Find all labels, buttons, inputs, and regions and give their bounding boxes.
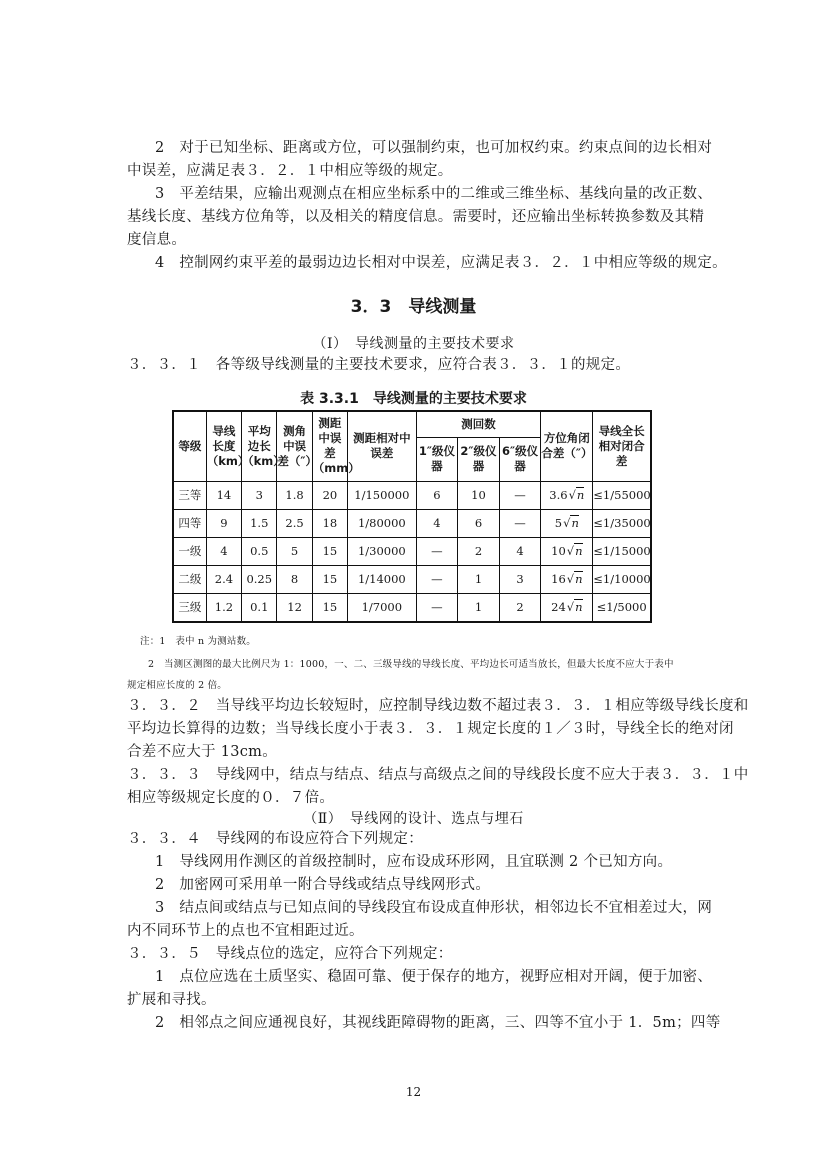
cell-r1: 6 [416, 481, 458, 509]
table-note: 注：1 表中 n 为测站数。 [140, 636, 257, 647]
cell-r6: — [499, 481, 541, 509]
cell-closure: ≤1/10000 [593, 565, 651, 593]
table-row [173, 509, 651, 537]
cell-avg: 1.5 [242, 509, 277, 537]
cell-avg: 0.1 [242, 593, 277, 622]
cell-r2: 1 [458, 593, 500, 622]
cell-grade: 四等 [173, 509, 206, 537]
paragraph-line: ３．３．４ 导线网的布设应符合下列规定： [127, 831, 423, 847]
cell-r1: — [416, 593, 458, 622]
paragraph-line: 相应等级规定长度的０．７倍。 [127, 790, 335, 806]
cell-r1: — [416, 537, 458, 565]
cell-rel: 1/150000 [348, 481, 417, 509]
table-note: 规定相应长度的 2 倍。 [127, 680, 227, 691]
cell-grade: 三等 [173, 481, 206, 509]
azimuth-coefficient: 3.6 [549, 487, 568, 502]
cell-length: 4 [206, 537, 241, 565]
cell-az [541, 537, 593, 565]
paragraph-line: 度信息。 [127, 232, 187, 248]
cell-angle: 2.5 [277, 509, 312, 537]
header-avg-side: 平均边长（km） [242, 411, 277, 481]
cell-avg: 3 [242, 481, 277, 509]
cell-dist: 20 [312, 481, 347, 509]
header-distance-error: 测距中误差（mm） [312, 411, 347, 481]
section-heading: 3．3 导线测量 [350, 297, 477, 317]
cell-closure: ≤1/35000 [593, 509, 651, 537]
header-rounds: 测回数 [416, 411, 541, 437]
sqrt-symbol: √ [566, 599, 575, 614]
azimuth-variable: n [575, 571, 583, 586]
azimuth-variable: n [575, 543, 583, 558]
azimuth-variable: n [576, 487, 585, 502]
sqrt-symbol: √ [568, 487, 576, 502]
table-caption: 表 3.3.1 导线测量的主要技术要求 [300, 391, 527, 407]
paragraph-line: ３．３．２ 当导线平均边长较短时，应控制导线边数不超过表３．３．１相应等级导线长度和 [127, 698, 749, 714]
table-row [173, 481, 651, 509]
paragraph-line: 中误差，应满足表３．２．１中相应等级的规定。 [127, 163, 453, 179]
paragraph-line: 1 导线网用作测区的首级控制时，应布设成环形网，且宜联测 2 个已知方向。 [155, 854, 673, 870]
sqrt-symbol: √ [563, 515, 571, 530]
azimuth-coefficient: 16 [551, 571, 566, 586]
cell-length: 9 [206, 509, 241, 537]
cell-az [541, 593, 593, 622]
cell-az [541, 509, 593, 537]
cell-length: 1.2 [206, 593, 241, 622]
cell-dist: 15 [312, 593, 347, 622]
cell-angle: 12 [277, 593, 312, 622]
header-distance-relative-error: 测距相对中误差 [348, 411, 417, 481]
azimuth-coefficient: 5 [554, 515, 563, 530]
paragraph-line: 2 相邻点之间应通视良好，其视线距障碍物的距离，三、四等不宜小于 1．5m；四等 [155, 1015, 721, 1031]
paragraph-line: 2 对于已知坐标、距离或方位，可以强制约束，也可加权约束。约束点间的边长相对 [155, 140, 713, 156]
cell-r2: 10 [458, 481, 500, 509]
cell-angle: 8 [277, 565, 312, 593]
cell-r2: 2 [458, 537, 500, 565]
table-row [173, 593, 651, 622]
cell-closure: ≤1/55000 [593, 481, 651, 509]
sqrt-symbol: √ [566, 543, 575, 558]
header-instrument-6: 6″级仪器 [499, 437, 541, 481]
table-row [173, 537, 651, 565]
cell-closure: ≤1/15000 [593, 537, 651, 565]
paragraph-line: 基线长度、基线方位角等，以及相关的精度信息。需要时，还应输出坐标转换参数及其精 [127, 209, 705, 225]
cell-rel: 1/7000 [348, 593, 417, 622]
header-angle-error: 测角中误差（″） [277, 411, 312, 481]
cell-dist: 15 [312, 565, 347, 593]
cell-rel: 1/14000 [348, 565, 417, 593]
azimuth-variable: n [571, 515, 579, 530]
header-relative-closure: 导线全长相对闭合差 [593, 411, 651, 481]
sqrt-symbol: √ [566, 571, 575, 586]
paragraph-line: 平均边长算得的边数；当导线长度小于表３．３．１规定长度的１／３时，导线全长的绝对闭 [127, 721, 734, 737]
azimuth-coefficient: 24 [551, 599, 566, 614]
paragraph-line: 2 加密网可采用单一附合导线或结点导线网形式。 [155, 877, 491, 893]
header-instrument-1: 1″级仪器 [416, 437, 458, 481]
cell-az [541, 481, 593, 509]
cell-dist: 15 [312, 537, 347, 565]
cell-grade: 二级 [173, 565, 206, 593]
cell-r6: 4 [499, 537, 541, 565]
azimuth-coefficient: 10 [551, 543, 566, 558]
cell-r2: 6 [458, 509, 500, 537]
paragraph-line: 3 结点间或结点与已知点间的导线段宜布设成直伸形状，相邻边长不宜相差过大，网 [155, 900, 713, 916]
header-length: 导线长度（km） [206, 411, 241, 481]
paragraph-line: 内不同环节上的点也不宜相距过近。 [127, 923, 364, 939]
paragraph-line: 1 点位应选在土质坚实、稳固可靠、便于保存的地方，视野应相对开阔，便于加密、 [155, 969, 713, 985]
cell-r6: — [499, 509, 541, 537]
paragraph-line: 3 平差结果，应输出观测点在相应坐标系中的二维或三维坐标、基线向量的改正数、 [155, 186, 713, 202]
header-azimuth-closure: 方位角闭合差（″） [541, 411, 593, 481]
cell-avg: 0.5 [242, 537, 277, 565]
paragraph-line: 扩展和寻找。 [127, 992, 216, 1008]
clause-3-3-1: ３．３．１ 各等级导线测量的主要技术要求，应符合表３．３．１的规定。 [127, 357, 631, 373]
cell-closure: ≤1/5000 [593, 593, 651, 622]
technical-requirements-table [172, 410, 652, 623]
cell-r6: 3 [499, 565, 541, 593]
page-number: 12 [405, 1085, 422, 1099]
azimuth-variable: n [575, 599, 583, 614]
cell-length: 14 [206, 481, 241, 509]
cell-dist: 18 [312, 509, 347, 537]
cell-r1: 4 [416, 509, 458, 537]
cell-r1: — [416, 565, 458, 593]
header-grade: 等级 [173, 411, 206, 481]
cell-az [541, 565, 593, 593]
cell-rel: 1/80000 [348, 509, 417, 537]
cell-rel: 1/30000 [348, 537, 417, 565]
subsection-heading: （Ⅱ） 导线网的设计、选点与埋石 [303, 811, 524, 827]
cell-angle: 5 [277, 537, 312, 565]
header-instrument-2: 2″级仪器 [458, 437, 500, 481]
cell-r2: 1 [458, 565, 500, 593]
cell-angle: 1.8 [277, 481, 312, 509]
paragraph-line: ３．３．３ 导线网中，结点与结点、结点与高级点之间的导线段长度不应大于表３．３．１中 [127, 767, 749, 783]
cell-grade: 一级 [173, 537, 206, 565]
cell-length: 2.4 [206, 565, 241, 593]
subsection-heading: （Ⅰ） 导线测量的主要技术要求 [312, 336, 515, 352]
paragraph-line: 4 控制网约束平差的最弱边边长相对中误差，应满足表３．２．１中相应等级的规定。 [155, 255, 727, 271]
table-note: 2 当测区测图的最大比例尺为 1：1000，一、二、三级导线的导线长度、平均边长可适当放长，但最大长度不应大于表中 [148, 659, 674, 670]
paragraph-line: ３．３．５ 导线点位的选定，应符合下列规定： [127, 946, 453, 962]
table-row [173, 565, 651, 593]
cell-grade: 三级 [173, 593, 206, 622]
paragraph-line: 合差不应大于 13cm。 [127, 744, 278, 760]
cell-avg: 0.25 [242, 565, 277, 593]
cell-r6: 2 [499, 593, 541, 622]
